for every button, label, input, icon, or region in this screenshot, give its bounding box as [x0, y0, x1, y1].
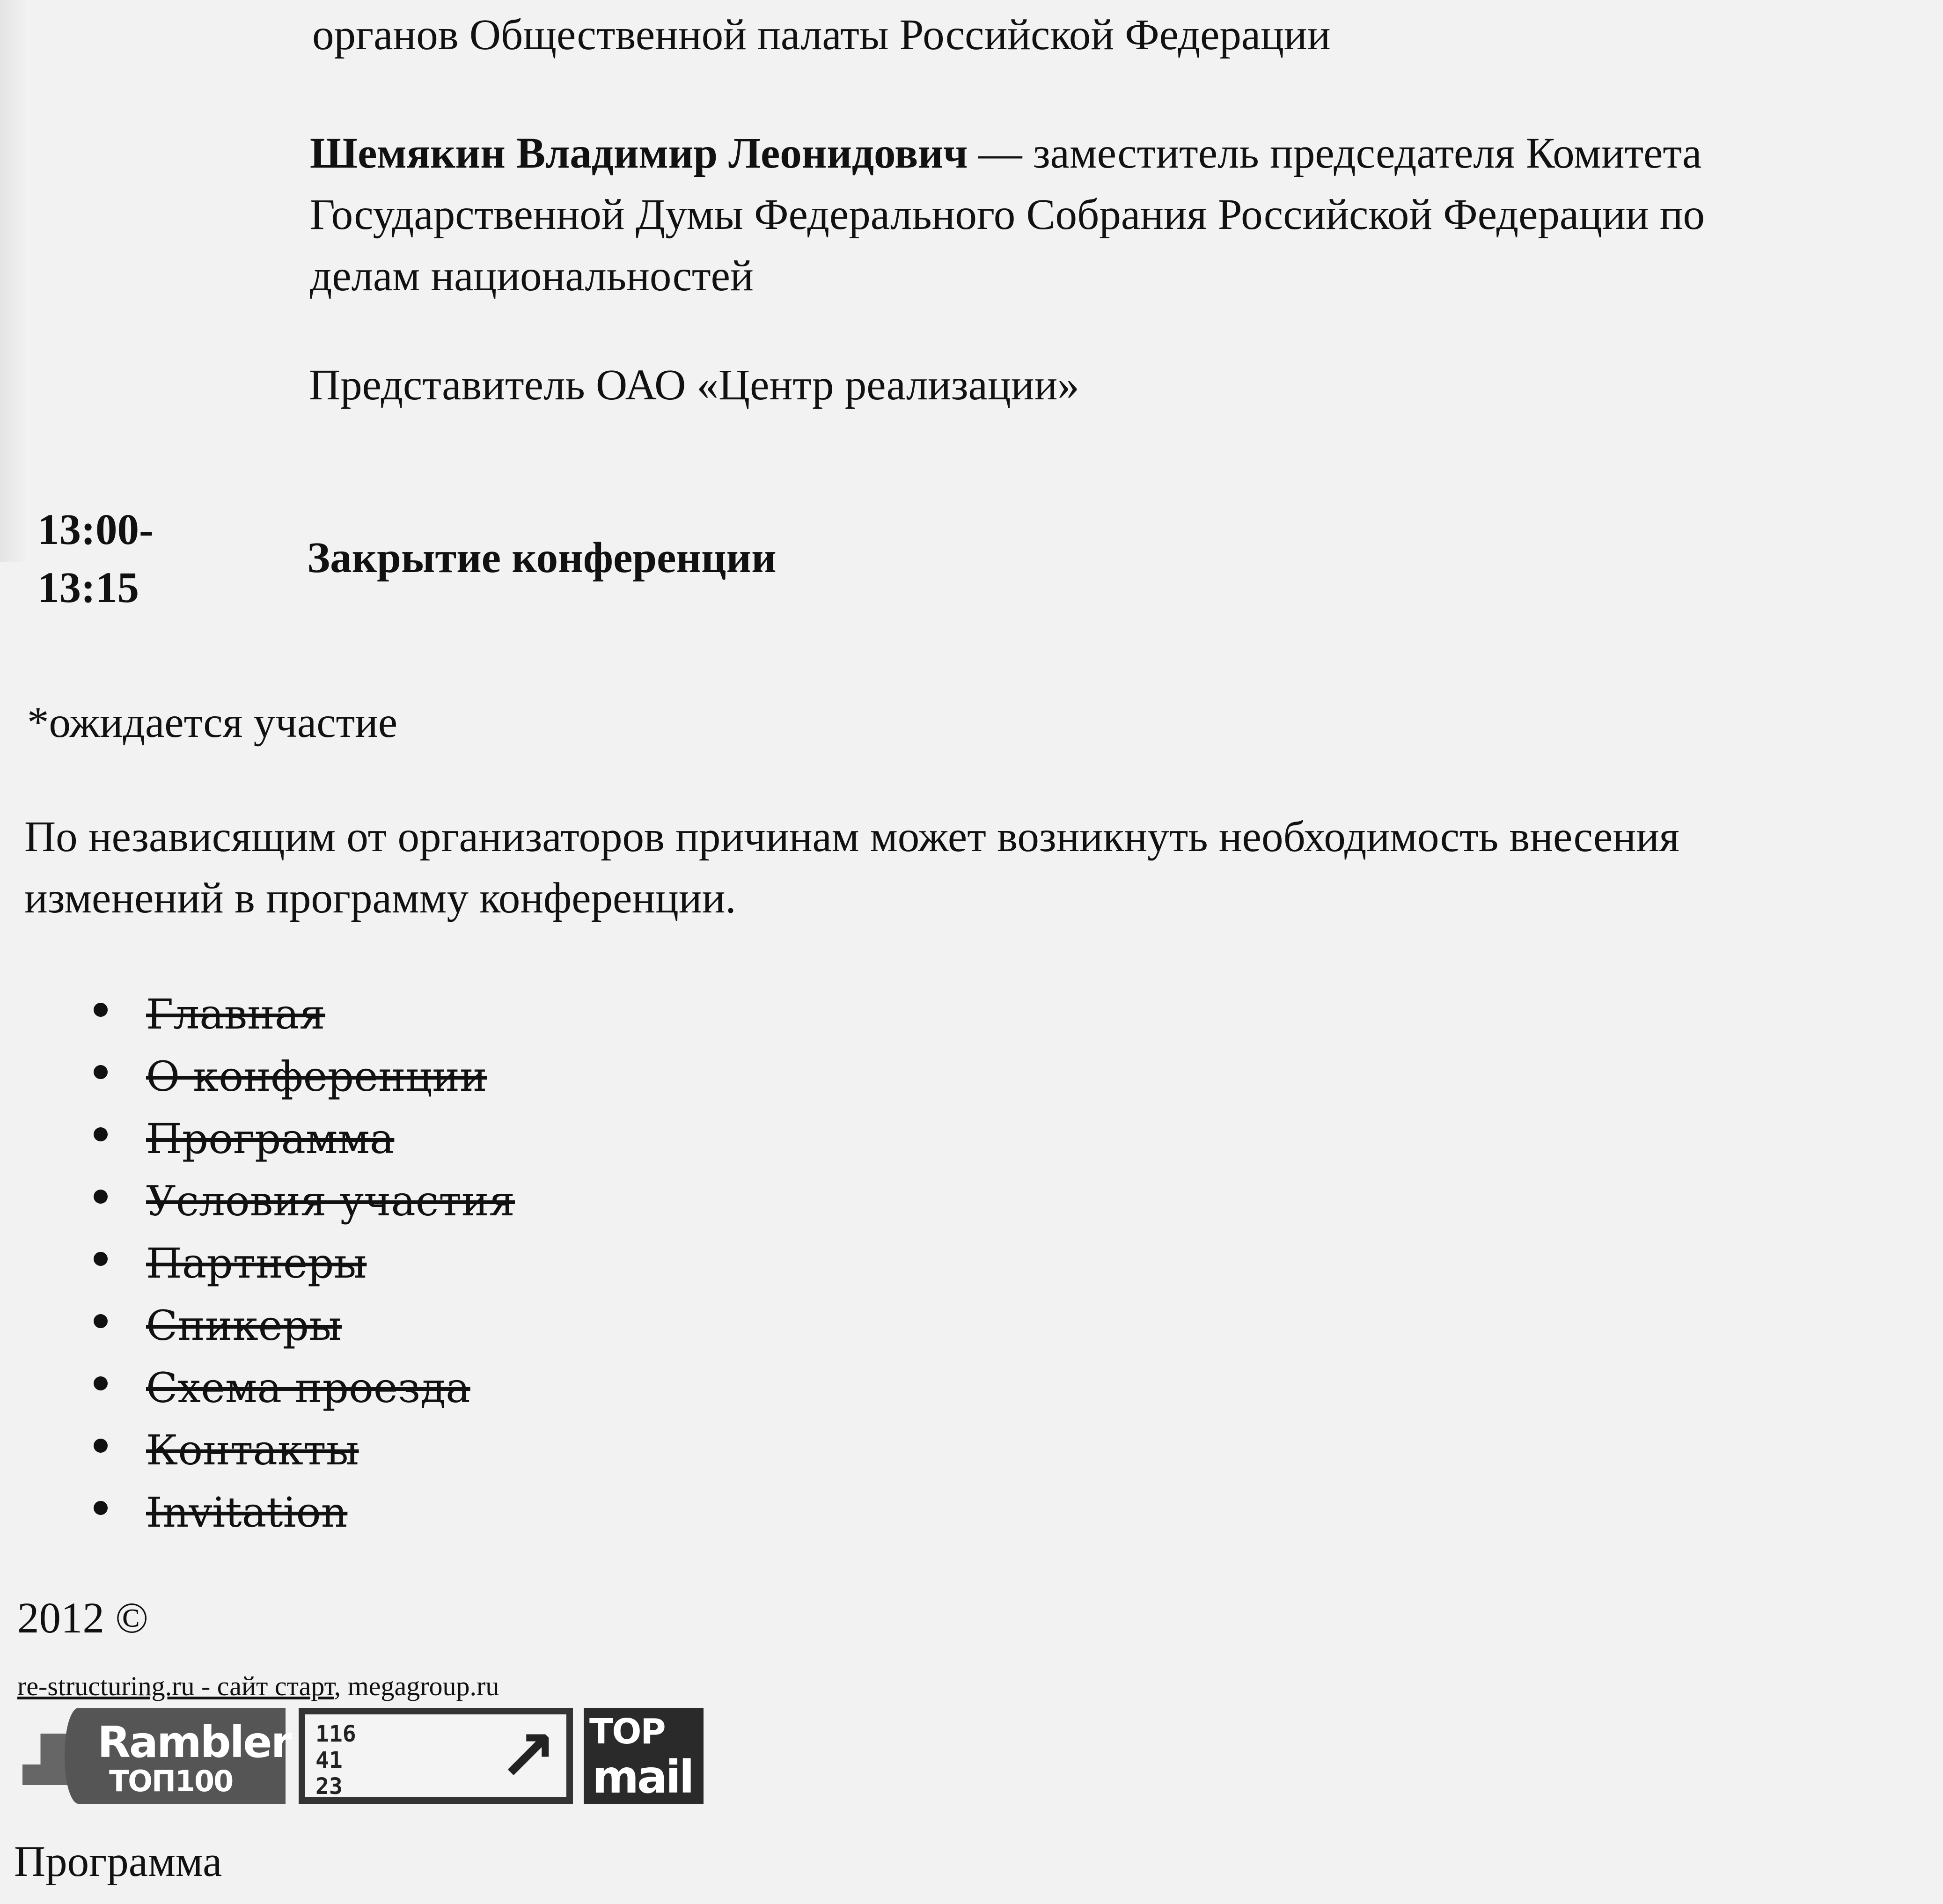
nav-link-partners[interactable]: Партнеры [146, 1239, 367, 1287]
counter-value: 23 [315, 1773, 343, 1800]
nav-link-program[interactable]: Программа [146, 1115, 395, 1163]
nav-link-speakers[interactable]: Спикеры [146, 1301, 342, 1350]
representative-text: Представитель ОАО «Центр реализации» [309, 361, 1079, 409]
bullet-icon [94, 1127, 108, 1141]
speaker-role-line2: Государственной Думы Федерального Собрания Российской Федерации по [310, 191, 1705, 239]
counter-value: 41 [315, 1747, 343, 1773]
topmail-line2: mail [592, 1751, 693, 1803]
nav-link-directions[interactable]: Схема проезда [146, 1364, 470, 1412]
credit-text: megagroup.ru [347, 1671, 499, 1701]
scan-edge-shadow [0, 0, 28, 562]
visit-counter-badge[interactable] [299, 1708, 573, 1804]
rambler-badge-subtitle: ТОП100 [109, 1764, 233, 1798]
nav-link-contacts[interactable]: Контакты [146, 1426, 359, 1474]
top-mail-badge[interactable] [584, 1708, 704, 1804]
bullet-icon [94, 1003, 108, 1017]
notice-paragraph [24, 806, 1679, 929]
bullet-icon [94, 1376, 108, 1390]
bullet-icon [94, 1190, 108, 1204]
footnote-text: *ожидается участие [27, 698, 398, 747]
schedule-time [37, 501, 154, 617]
credit-link[interactable]: re-structuring.ru - сайт старт [17, 1671, 334, 1701]
topmail-line1: TOP [589, 1712, 665, 1752]
notice-line1: По независящим от организаторов причинам может возникнуть необходимость внесения [24, 813, 1679, 861]
speaker-role-line3: делам национальностей [310, 252, 754, 300]
rambler-badge-title: Rambler [97, 1717, 291, 1767]
schedule-title: Закрытие конференции [307, 534, 777, 582]
arrow-up-right-icon: ↗ [498, 1715, 557, 1797]
credit-separator: , [334, 1671, 348, 1701]
nav-link-invitation[interactable]: Invitation [146, 1488, 348, 1536]
nav-link-about[interactable]: О конференции [146, 1052, 487, 1101]
counter-values [315, 1721, 356, 1800]
rambler-top100-badge[interactable] [22, 1708, 291, 1804]
bullet-icon [94, 1314, 108, 1328]
copyright-text: 2012 © [17, 1594, 148, 1642]
speaker-role-line1: — заместитель председателя Комитета [968, 129, 1702, 177]
counter-value: 116 [315, 1721, 356, 1747]
nav-link-conditions[interactable]: Условия участия [146, 1177, 515, 1225]
credits-line [17, 1670, 499, 1702]
speaker-entry [310, 123, 1925, 307]
bullet-icon [94, 1065, 108, 1079]
notice-line2: изменений в программу конференции. [24, 874, 736, 922]
bullet-icon [94, 1439, 108, 1453]
nav-link-home[interactable]: Главная [146, 990, 325, 1038]
bullet-icon [94, 1501, 108, 1515]
participant-tail-text: органов Общественной палаты Российской Федерации [312, 11, 1331, 59]
page-label: Программа [14, 1838, 222, 1886]
speaker-name: Шемякин Владимир Леонидович [310, 129, 968, 177]
time-end: 13:15 [37, 564, 139, 612]
time-start: 13:00- [37, 506, 154, 554]
bullet-icon [94, 1252, 108, 1266]
